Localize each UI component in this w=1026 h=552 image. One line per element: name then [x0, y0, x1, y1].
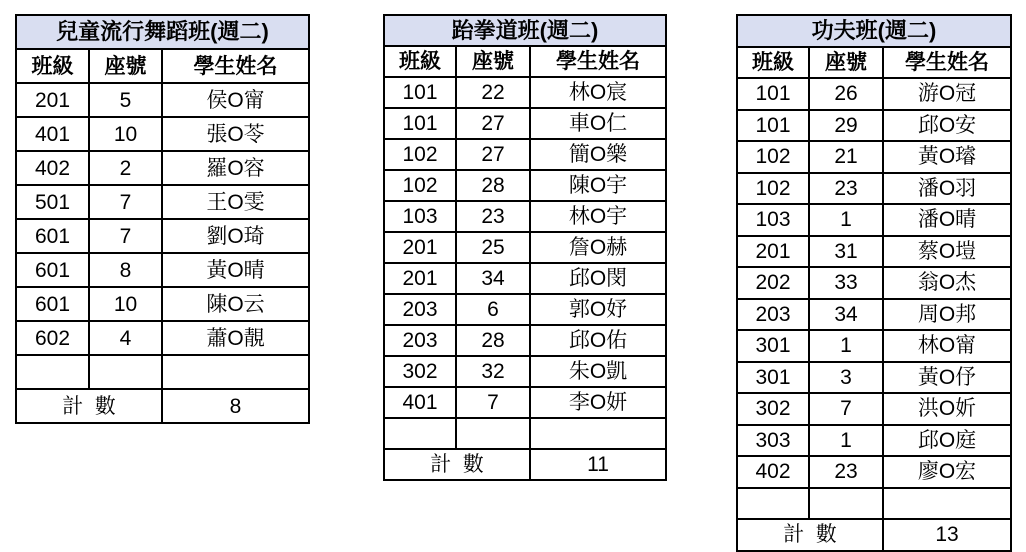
table-row [384, 356, 666, 387]
cell-seat-number: 23 [809, 456, 883, 488]
table-row [384, 387, 666, 418]
table-row [16, 287, 309, 321]
cell-student-name: 洪O妡 [883, 393, 1011, 425]
cell-class: 102 [737, 141, 809, 173]
cell-seat-number: 10 [89, 287, 162, 321]
cell-seat-number: 2 [89, 151, 162, 185]
header-row [737, 47, 1011, 79]
count-label: 計數 [737, 519, 883, 551]
cell-student-name: 邱O佑 [530, 325, 666, 356]
table-row [737, 362, 1011, 394]
table-title: 兒童流行舞蹈班(週二) [16, 15, 309, 49]
cell-seat-number: 1 [809, 330, 883, 362]
cell-seat-number: 34 [456, 263, 530, 294]
cell-seat-number: 22 [456, 77, 530, 108]
table-row [16, 253, 309, 287]
cell-class: 301 [737, 362, 809, 394]
cell-class: 101 [384, 77, 456, 108]
table-title: 功夫班(週二) [737, 15, 1011, 47]
cell-student-name: 游O冠 [883, 78, 1011, 110]
header-student-name: 學生姓名 [883, 47, 1011, 79]
cell-class: 203 [384, 294, 456, 325]
cell-seat-number: 34 [809, 299, 883, 331]
cell-student-name: 郭O妤 [530, 294, 666, 325]
summary-row [16, 389, 309, 423]
cell-class: 101 [737, 78, 809, 110]
cell-seat-number: 33 [809, 267, 883, 299]
cell-student-name: 侯O甯 [162, 83, 309, 117]
cell-class: 202 [737, 267, 809, 299]
cell-class: 302 [737, 393, 809, 425]
table-row [737, 141, 1011, 173]
cell-seat-number: 23 [809, 173, 883, 205]
cell-class: 201 [384, 263, 456, 294]
cell-student-name: 邱O閔 [530, 263, 666, 294]
table-row [737, 267, 1011, 299]
cell-class: 203 [737, 299, 809, 331]
dance-class-roster-table [15, 14, 310, 424]
count-label: 計數 [384, 449, 530, 480]
count-value: 13 [883, 519, 1011, 551]
header-class: 班級 [737, 47, 809, 79]
cell-seat-number: 31 [809, 236, 883, 268]
cell-class: 201 [737, 236, 809, 268]
cell-student-name: 車O仁 [530, 108, 666, 139]
cell-class: 601 [16, 287, 89, 321]
cell-seat-number: 23 [456, 201, 530, 232]
cell-class: 201 [16, 83, 89, 117]
table-row [737, 393, 1011, 425]
cell-class: 201 [384, 232, 456, 263]
cell-seat-number: 28 [456, 170, 530, 201]
cell-seat-number: 27 [456, 108, 530, 139]
header-class: 班級 [384, 46, 456, 77]
cell-student-name: 黃O伃 [883, 362, 1011, 394]
cell-seat-number: 21 [809, 141, 883, 173]
cell-class: 302 [384, 356, 456, 387]
table-row [16, 151, 309, 185]
taekwondo-class-roster-table [383, 14, 667, 481]
cell-class [16, 355, 89, 389]
cell-class: 501 [16, 185, 89, 219]
cell-seat-number: 3 [809, 362, 883, 394]
cell-student-name: 林O宸 [530, 77, 666, 108]
cell-class: 103 [384, 201, 456, 232]
title-row [16, 15, 309, 49]
table-row [384, 170, 666, 201]
table-row [16, 83, 309, 117]
table-row [737, 173, 1011, 205]
cell-student-name: 詹O赫 [530, 232, 666, 263]
cell-student-name [530, 418, 666, 449]
table-title: 跆拳道班(週二) [384, 15, 666, 46]
cell-student-name: 李O妍 [530, 387, 666, 418]
table-row [737, 330, 1011, 362]
table-row [16, 185, 309, 219]
table-row [737, 236, 1011, 268]
cell-seat-number: 7 [456, 387, 530, 418]
cell-student-name [883, 488, 1011, 520]
cell-seat-number: 10 [89, 117, 162, 151]
cell-student-name: 周O邦 [883, 299, 1011, 331]
table-row [16, 117, 309, 151]
cell-student-name: 邱O安 [883, 110, 1011, 142]
cell-class: 303 [737, 425, 809, 457]
empty-row [384, 418, 666, 449]
count-value: 11 [530, 449, 666, 480]
cell-class: 103 [737, 204, 809, 236]
cell-seat-number: 6 [456, 294, 530, 325]
title-row [737, 15, 1011, 47]
cell-student-name: 張O苓 [162, 117, 309, 151]
cell-seat-number: 4 [89, 321, 162, 355]
cell-student-name: 翁O杰 [883, 267, 1011, 299]
summary-row [737, 519, 1011, 551]
cell-student-name [162, 355, 309, 389]
table-row [384, 232, 666, 263]
table-row [16, 219, 309, 253]
cell-seat-number: 26 [809, 78, 883, 110]
cell-seat-number: 8 [89, 253, 162, 287]
table-row [737, 425, 1011, 457]
cell-student-name: 陳O宇 [530, 170, 666, 201]
table-row [384, 108, 666, 139]
header-row [384, 46, 666, 77]
cell-seat-number: 29 [809, 110, 883, 142]
table-row [384, 139, 666, 170]
header-row [16, 49, 309, 83]
cell-seat-number [456, 418, 530, 449]
cell-class: 601 [16, 219, 89, 253]
cell-class: 102 [737, 173, 809, 205]
cell-seat-number: 1 [809, 204, 883, 236]
cell-student-name: 黃O晴 [162, 253, 309, 287]
cell-student-name: 簡O樂 [530, 139, 666, 170]
cell-class: 601 [16, 253, 89, 287]
cell-student-name: 蕭O靚 [162, 321, 309, 355]
cell-student-name: 蔡O塏 [883, 236, 1011, 268]
empty-row [16, 355, 309, 389]
cell-seat-number: 28 [456, 325, 530, 356]
summary-row [384, 449, 666, 480]
cell-class: 402 [16, 151, 89, 185]
cell-class: 402 [737, 456, 809, 488]
title-row [384, 15, 666, 46]
cell-student-name: 羅O容 [162, 151, 309, 185]
table-row [384, 294, 666, 325]
cell-class: 401 [384, 387, 456, 418]
table-row [737, 204, 1011, 236]
header-seat-number: 座號 [456, 46, 530, 77]
cell-student-name: 王O雯 [162, 185, 309, 219]
cell-student-name: 林O甯 [883, 330, 1011, 362]
table-row [737, 78, 1011, 110]
cell-class: 203 [384, 325, 456, 356]
cell-class [384, 418, 456, 449]
count-value: 8 [162, 389, 309, 423]
table-row [384, 77, 666, 108]
table-row [384, 325, 666, 356]
cell-seat-number: 25 [456, 232, 530, 263]
cell-class: 401 [16, 117, 89, 151]
table-row [737, 299, 1011, 331]
header-student-name: 學生姓名 [530, 46, 666, 77]
table-row [384, 201, 666, 232]
cell-student-name: 邱O庭 [883, 425, 1011, 457]
table-row [384, 263, 666, 294]
cell-seat-number: 7 [89, 219, 162, 253]
cell-seat-number: 32 [456, 356, 530, 387]
header-seat-number: 座號 [89, 49, 162, 83]
table-row [737, 456, 1011, 488]
table-row [737, 110, 1011, 142]
cell-seat-number: 5 [89, 83, 162, 117]
count-label: 計數 [16, 389, 162, 423]
cell-student-name: 潘O羽 [883, 173, 1011, 205]
kungfu-class-roster-table [736, 14, 1012, 552]
cell-class: 101 [737, 110, 809, 142]
cell-student-name: 林O宇 [530, 201, 666, 232]
cell-class: 102 [384, 139, 456, 170]
cell-student-name: 劉O琦 [162, 219, 309, 253]
cell-seat-number: 7 [89, 185, 162, 219]
cell-seat-number: 1 [809, 425, 883, 457]
cell-class: 102 [384, 170, 456, 201]
cell-student-name: 陳O云 [162, 287, 309, 321]
cell-seat-number: 7 [809, 393, 883, 425]
header-class: 班級 [16, 49, 89, 83]
cell-seat-number [89, 355, 162, 389]
cell-seat-number: 27 [456, 139, 530, 170]
header-seat-number: 座號 [809, 47, 883, 79]
header-student-name: 學生姓名 [162, 49, 309, 83]
table-row [16, 321, 309, 355]
cell-seat-number [809, 488, 883, 520]
cell-class [737, 488, 809, 520]
cell-class: 301 [737, 330, 809, 362]
empty-row [737, 488, 1011, 520]
cell-student-name: 潘O晴 [883, 204, 1011, 236]
cell-class: 101 [384, 108, 456, 139]
cell-class: 602 [16, 321, 89, 355]
cell-student-name: 廖O宏 [883, 456, 1011, 488]
cell-student-name: 朱O凱 [530, 356, 666, 387]
cell-student-name: 黃O璿 [883, 141, 1011, 173]
